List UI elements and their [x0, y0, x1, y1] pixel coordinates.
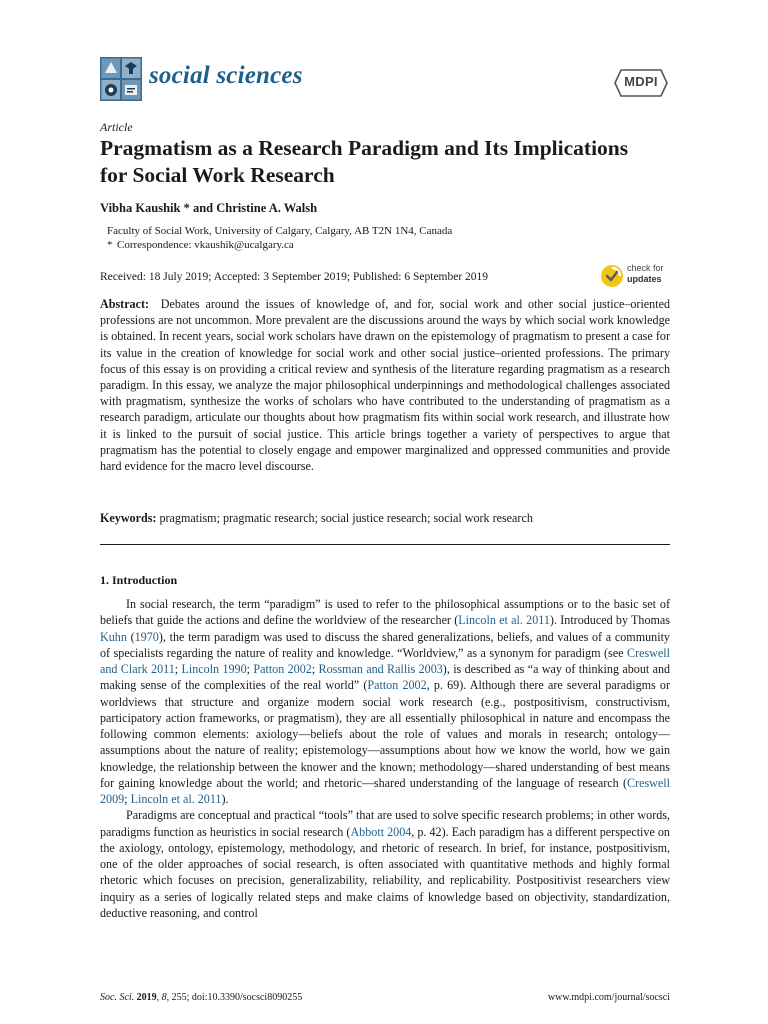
article-title: Pragmatism as a Research Paradigm and Its Implications for Social Work Research [100, 136, 629, 187]
citation-link[interactable]: 1970 [134, 629, 159, 644]
correspondence-mark: * [107, 239, 113, 251]
footer-journal-abbrev: Soc. Sci. [100, 992, 135, 1003]
p1-text-1: In social research, the term “paradigm” is used to refer to the philosophical assumptions or to the basic set of beliefs that guide the actions and define the worldview of the researcher ( [100, 597, 670, 628]
p1-text-6: ; [246, 662, 254, 676]
keywords [100, 510, 670, 526]
check-updates-line2: updates [627, 274, 662, 284]
citation-link[interactable]: Creswell 2009 [100, 775, 670, 806]
paragraph-1 [100, 596, 670, 807]
p1-text-11: ). [221, 792, 229, 806]
p1-text-2: ). Introduced by Thomas [549, 613, 671, 628]
p2-text-2: , p. 42). Each paradigm has a different perspective on the axiology, ontology, epistemology, methodology, and rhetoric of research. In brief, for instance, postpositivism, one of the older approaches of social research, is often associated with quantitative methods and highly formal rhetoric which focuses on precision, generalizability, reliability, and replicability. Postpositivist researchers view inquiry as a series of logically related steps and make claims of knowledge based on objectivity, standardization, deductive reasoning, and control [100, 824, 670, 920]
paragraph-2 [100, 807, 670, 921]
abstract [100, 296, 670, 474]
section-divider [100, 544, 670, 545]
footer-journal-url[interactable]: www.mdpi.com/journal/socsci [547, 992, 670, 1003]
publisher-name: MDPI [624, 74, 658, 89]
p1-text-9: , p. 69). Although there are several paradigms or worldviews that structure and organize modern social work research (e.g., postpositivism, constructivism, participatory action frameworks, or pragmatism), they are all essentially philosophical in nature and encompass the following common elements: axiology—beliefs about the role of values and morals in research; ontology—assumptions about the nature of reality; epistemology—assumptions about how we know the world, how we gain knowledge, the relationship between the knower and the known; methodology—shared understanding of best means for gaining knowledge about the world; and rhetoric—shared understanding of the language of research ( [100, 678, 670, 790]
citation-link[interactable]: Lincoln 1990 [181, 662, 247, 676]
abstract-label: Abstract: [100, 297, 150, 311]
check-updates-label [627, 263, 664, 285]
citation-link[interactable]: Patton 2002 [253, 662, 312, 676]
check-for-updates-badge[interactable] [600, 262, 670, 290]
correspondence: Correspondence: vkaushik@ucalgary.ca [117, 239, 294, 251]
section-heading: 1. Introduction [100, 573, 178, 587]
check-updates-line1: check for [627, 263, 664, 273]
publication-dates: Received: 18 July 2019; Accepted: 3 September 2019; Published: 6 September 2019 [100, 271, 489, 283]
p1-text-7: ; [311, 662, 319, 676]
abstract-text: Debates around the issues of knowledge of, and for, social work and other social justice–oriented professions are not uncommon. More prevalent are the discussions around the ways by which social work knowledge is obtained. In recent years, social work scholars have drawn on the epistemology of pragmatism to present a case for its value in the creation of knowledge for social work and other social justice–oriented professions. The primary focus of this essay is on providing a critical review and synthesis of the literature regarding pragmatism as a research paradigm. In this essay, we analyze the major philosophical underpinnings and methodological challenges associated with pragmatism, synthesize the works of scholars who have contributed to the understanding of pragmatism as a research paradigm, articulate our thoughts about how pragmatism fits within social work research, and illustrate how it is linked to the pursuit of social justice. This article brings together a variety of perspectives to argue that pragmatism has the potential to closely engage and empower marginalized and oppressed communities and provide hard evidence for the macro level discourse. [100, 297, 670, 474]
p2-text-1: Paradigms are conceptual and practical “tools” that are used to solve specific research problems; in other words, paradigms function as heuristics in social research ( [100, 808, 670, 839]
citation-link[interactable]: Abbott 2004 [350, 824, 412, 839]
p1-text-3: ( [126, 629, 135, 644]
authors: Vibha Kaushik * and Christine A. Walsh [100, 201, 318, 215]
citation-link[interactable]: Lincoln et al. 2011 [458, 613, 550, 628]
affiliation: Faculty of Social Work, University of Calgary, Calgary, AB T2N 1N4, Canada [107, 225, 453, 237]
footer-citation: Soc. Sci. 2019, 8, 255; doi:10.3390/socsci8090255 [100, 992, 303, 1003]
social-sciences-logo-icon [100, 57, 142, 101]
footer-doi: , 255; doi:10.3390/socsci8090255 [166, 992, 303, 1003]
article-type: Article [100, 120, 133, 134]
journal-name: social sciences [149, 62, 303, 89]
citation-link[interactable]: Creswell and Clark 2011 [100, 645, 670, 676]
affiliation-block [107, 224, 452, 252]
footer-volume: 8 [161, 992, 167, 1003]
citation-link[interactable]: Rossman and Rallis 2003 [318, 662, 443, 676]
citation-link[interactable]: Kuhn [100, 629, 127, 644]
body-text [100, 596, 670, 921]
check-updates-icon [600, 264, 624, 288]
keywords-text: pragmatism; pragmatic research; social justice research; social work research [159, 511, 533, 525]
footer-year: 2019 [136, 992, 157, 1003]
citation-link[interactable]: Patton 2002 [367, 678, 427, 693]
p1-text-5: ; [174, 662, 182, 676]
p1-text-8: ), is described as “a way of thinking about and making sense of the complexities of the real world” ( [100, 662, 671, 693]
p1-text-10: ; [124, 792, 131, 806]
citation-link[interactable]: Lincoln et al. 2011 [130, 792, 222, 806]
correspondence-row [107, 238, 452, 252]
p1-text-4: ), the term paradigm was used to discuss the shared generalizations, beliefs, and values of a community of specialists regarding the nature of reality and knowledge. “Worldview,” as a synonym for paradigm (see [100, 629, 670, 660]
keywords-label: Keywords: [100, 511, 157, 525]
